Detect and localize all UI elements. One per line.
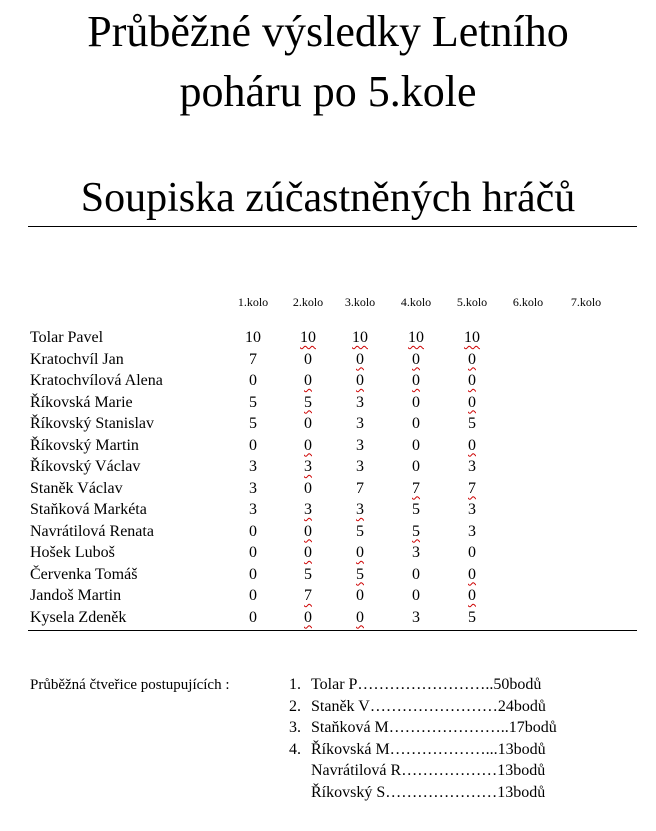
score-cell: 5 [412, 501, 420, 518]
score-cell: 0 [304, 415, 312, 432]
score-cell: 5 [304, 565, 312, 583]
leader-entry [289, 762, 545, 780]
score-cell: 5 [249, 415, 257, 432]
score-cell: 3 [249, 479, 257, 497]
player-name: Říkovský Martin [30, 436, 139, 454]
score-cell: 0 [249, 372, 257, 389]
score-cell: 5 [356, 565, 364, 583]
score-cell: 5 [468, 608, 476, 626]
leader-rank: 1. [289, 676, 301, 693]
score-cell: 0 [468, 587, 476, 604]
score-cell: 3 [356, 458, 364, 475]
score-cell: 0 [249, 544, 257, 561]
score-cell: 0 [304, 544, 312, 561]
score-cell: 3 [468, 501, 476, 518]
summary-label: Průběžná čtveřice postupujících : [30, 677, 230, 693]
leader-entry [289, 741, 546, 759]
score-cell: 5 [412, 522, 420, 540]
score-cell: 0 [304, 522, 312, 540]
score-cell: 3 [412, 608, 420, 626]
leader-rank: 2. [289, 697, 301, 715]
leader-rank: 4. [289, 740, 301, 758]
score-cell: 0 [249, 608, 257, 626]
score-cell: 7 [468, 479, 476, 497]
player-name: Kratochvílová Alena [30, 372, 163, 389]
round-header: 2.kolo [292, 295, 324, 309]
leader-entry [289, 698, 546, 716]
score-cell: 0 [468, 565, 476, 583]
score-cell: 0 [412, 565, 420, 583]
score-cell: 7 [412, 479, 420, 497]
score-cell: 0 [249, 565, 257, 583]
score-cell: 5 [356, 522, 364, 540]
leader-rank: 3. [289, 719, 301, 736]
score-cell: 10 [245, 329, 261, 346]
score-cell: 3 [356, 393, 364, 411]
round-header: 4.kolo [400, 295, 432, 309]
score-cell: 0 [412, 393, 420, 411]
score-cell: 10 [408, 329, 424, 346]
score-cell: 0 [468, 544, 476, 561]
score-cell: 0 [412, 415, 420, 432]
score-cell: 0 [412, 436, 420, 454]
leader-text: Tolar P……………………..50bodů [311, 676, 542, 693]
player-name: Říkovská Marie [30, 393, 133, 411]
page-title: Průběžné výsledky Letního [87, 7, 569, 56]
score-cell: 10 [300, 329, 316, 346]
round-header: 6.kolo [512, 295, 544, 309]
leader-text: Staněk V……………………24bodů [311, 697, 546, 715]
score-cell: 0 [356, 350, 364, 368]
score-cell: 0 [249, 436, 257, 454]
leader-entry [289, 784, 545, 802]
player-name: Kratochvíl Jan [30, 350, 124, 368]
round-header: 1.kolo [237, 295, 269, 309]
score-cell: 0 [304, 479, 312, 497]
score-cell: 0 [356, 372, 364, 389]
score-cell: 5 [249, 393, 257, 411]
leader-text: Staňková M…………………..17bodů [311, 719, 557, 736]
heading-divider [28, 226, 637, 227]
score-cell: 0 [249, 522, 257, 540]
round-header: 7.kolo [570, 295, 602, 309]
player-name: Staňková Markéta [30, 501, 147, 518]
score-cell: 0 [304, 436, 312, 454]
score-cell: 10 [464, 329, 480, 346]
score-cell: 5 [304, 393, 312, 411]
player-name: Říkovský Václav [30, 458, 141, 475]
player-name: Staněk Václav [30, 479, 123, 497]
score-cell: 3 [356, 436, 364, 454]
score-cell: 0 [356, 587, 364, 604]
round-header: 5.kolo [456, 295, 488, 309]
leader-entry [289, 676, 541, 694]
player-name: Říkovský Stanislav [30, 415, 155, 432]
score-cell: 10 [352, 329, 368, 346]
score-cell: 0 [356, 608, 364, 626]
score-cell: 3 [468, 522, 476, 540]
score-cell: 0 [468, 393, 476, 411]
player-name: Navrátilová Renata [30, 522, 154, 540]
score-cell: 0 [412, 587, 420, 604]
score-cell: 3 [468, 458, 476, 475]
score-cell: 0 [304, 608, 312, 626]
score-cell: 0 [412, 458, 420, 475]
leader-text: Říkovská M………………...13bodů [311, 740, 546, 758]
score-cell: 7 [249, 350, 257, 368]
leader-entry [289, 719, 557, 737]
score-cell: 0 [412, 372, 420, 389]
score-cell: 3 [356, 501, 364, 518]
score-cell: 5 [468, 415, 476, 432]
score-cell: 0 [468, 350, 476, 368]
score-cell: 7 [304, 587, 312, 604]
player-name: Hošek Luboš [30, 544, 115, 561]
player-name: Červenka Tomáš [30, 565, 138, 583]
player-name: Jandoš Martin [30, 587, 122, 604]
score-cell: 0 [468, 372, 476, 389]
leader-text: Navrátilová R………………13bodů [311, 762, 546, 779]
round-header: 3.kolo [344, 295, 376, 309]
score-cell: 0 [412, 350, 420, 368]
score-cell: 3 [356, 415, 364, 432]
page-title-line2: poháru po 5.kole [179, 67, 477, 116]
score-cell: 0 [356, 544, 364, 561]
player-name: Tolar Pavel [30, 329, 104, 346]
section-heading: Soupiska zúčastněných hráčů [80, 175, 576, 221]
leader-text: Říkovský S…………………13bodů [311, 783, 546, 801]
score-cell: 3 [304, 458, 312, 475]
score-cell: 0 [468, 436, 476, 454]
score-cell: 3 [304, 501, 312, 518]
score-cell: 3 [412, 544, 420, 561]
score-cell: 0 [249, 587, 257, 604]
table-divider [28, 630, 637, 631]
score-cell: 0 [304, 350, 312, 368]
score-cell: 0 [304, 372, 312, 389]
player-name: Kysela Zdeněk [30, 608, 127, 626]
score-cell: 3 [249, 458, 257, 475]
score-cell: 7 [356, 479, 364, 497]
score-cell: 3 [249, 501, 257, 518]
